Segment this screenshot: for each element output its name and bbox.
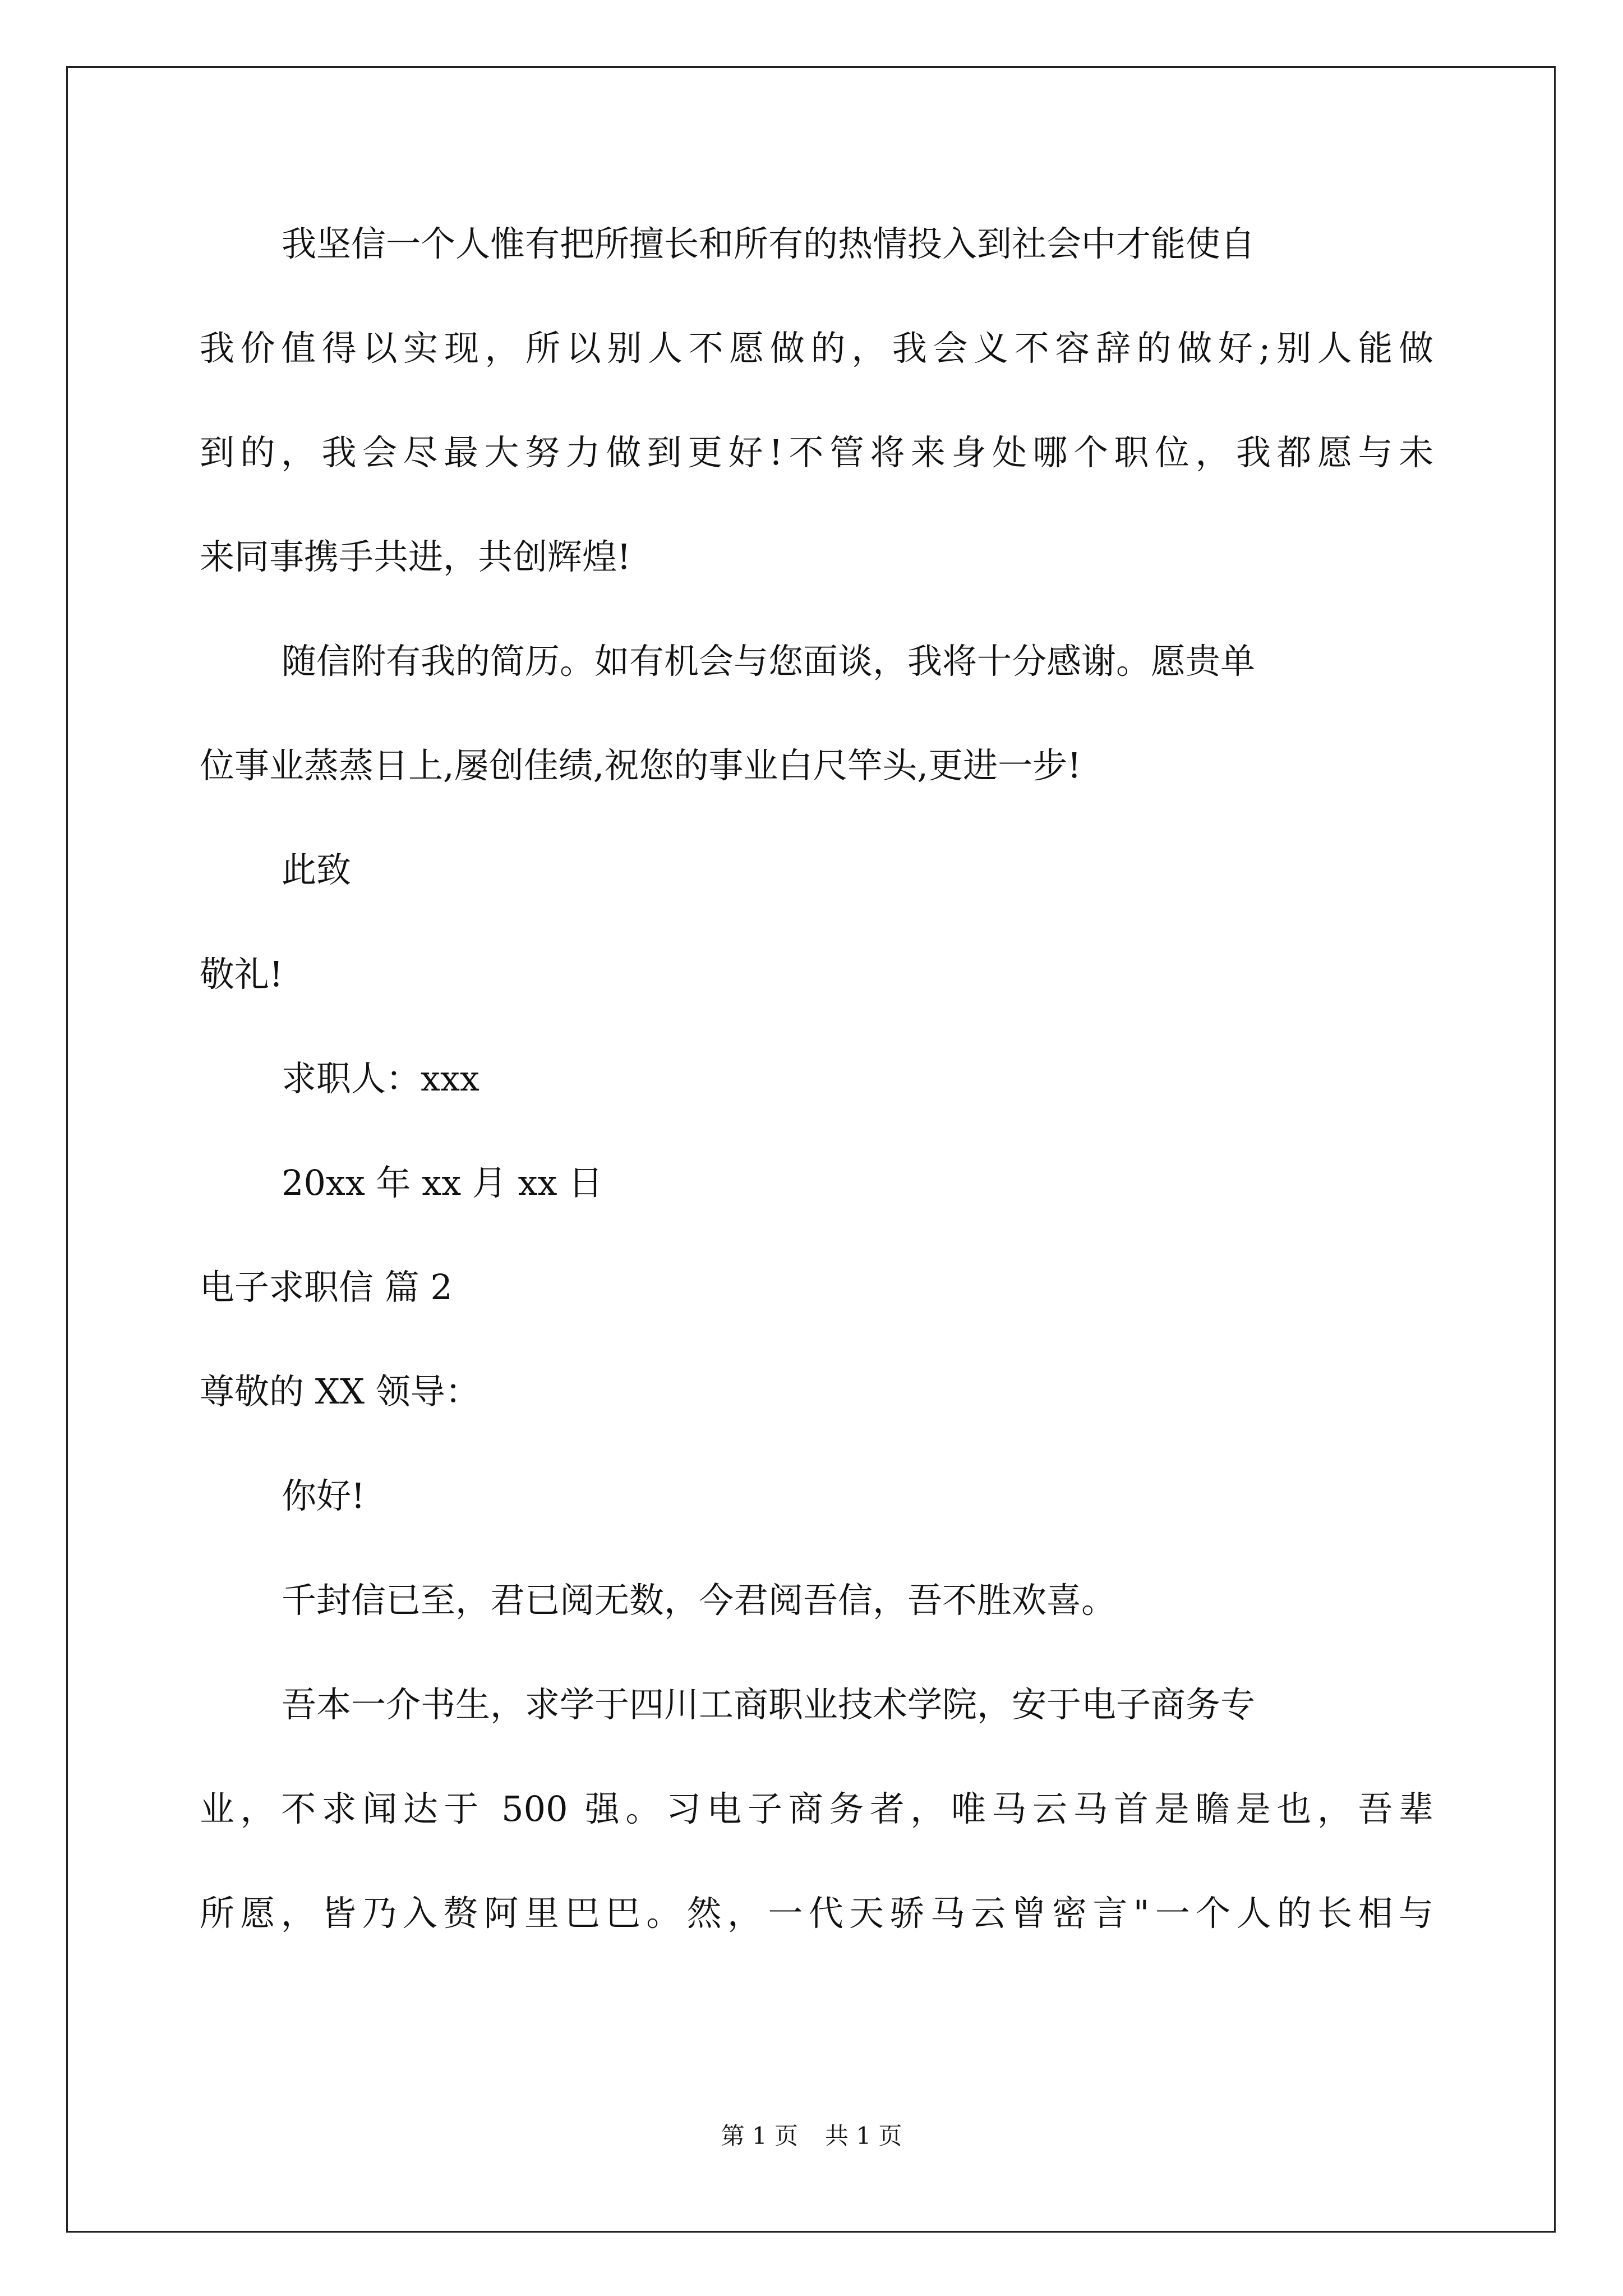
opening-line: 千封信已至，君已阅无数，今君阅吾信，吾不胜欢喜。 (282, 1580, 1117, 1621)
closing-salute: 敬礼! (200, 954, 283, 995)
hello-line: 你好! (282, 1475, 365, 1516)
page-number: 第 1 页 (721, 2122, 798, 2150)
salutation: 尊敬的 XX 领导： (200, 1371, 480, 1412)
paragraph-line: 到的，我会尽最大努力做到更好!不管将来身处哪个职位，我都愿与未 (200, 432, 1433, 473)
closing-greeting: 此致 (282, 849, 352, 890)
page-total: 共 1 页 (825, 2122, 902, 2150)
section-heading: 电子求职信 篇 2 (200, 1267, 453, 1308)
paragraph-line: 业，不求闻达于 500 强。习电子商务者，唯马云马首是瞻是也，吾辈 (200, 1788, 1433, 1829)
paragraph-line: 来同事携手共进，共创辉煌! (200, 536, 631, 577)
paragraph-line: 我坚信一个人惟有把所擅长和所有的热情投入到社会中才能使自 (282, 223, 1256, 264)
paragraph-line: 吾本一介书生，求学于四川工商职业技术学院，安于电子商务专 (282, 1684, 1256, 1725)
paragraph-line: 位事业蒸蒸日上,屡创佳绩,祝您的事业白尺竿头,更进一步! (200, 745, 1082, 786)
signature: 求职人：xxx (282, 1058, 479, 1099)
paragraph-line: 所愿，皆乃入赘阿里巴巴。然，一代天骄马云曾密言"一个人的长相与 (200, 1893, 1433, 1934)
page-footer (0, 2120, 1623, 2152)
paragraph-line: 我价值得以实现，所以别人不愿做的，我会义不容辞的做好;别人能做 (200, 328, 1433, 369)
letter-date: 20xx 年 xx 月 xx 日 (282, 1162, 603, 1203)
paragraph-line: 随信附有我的简历。如有机会与您面谈，我将十分感谢。愿贵单 (282, 641, 1256, 682)
